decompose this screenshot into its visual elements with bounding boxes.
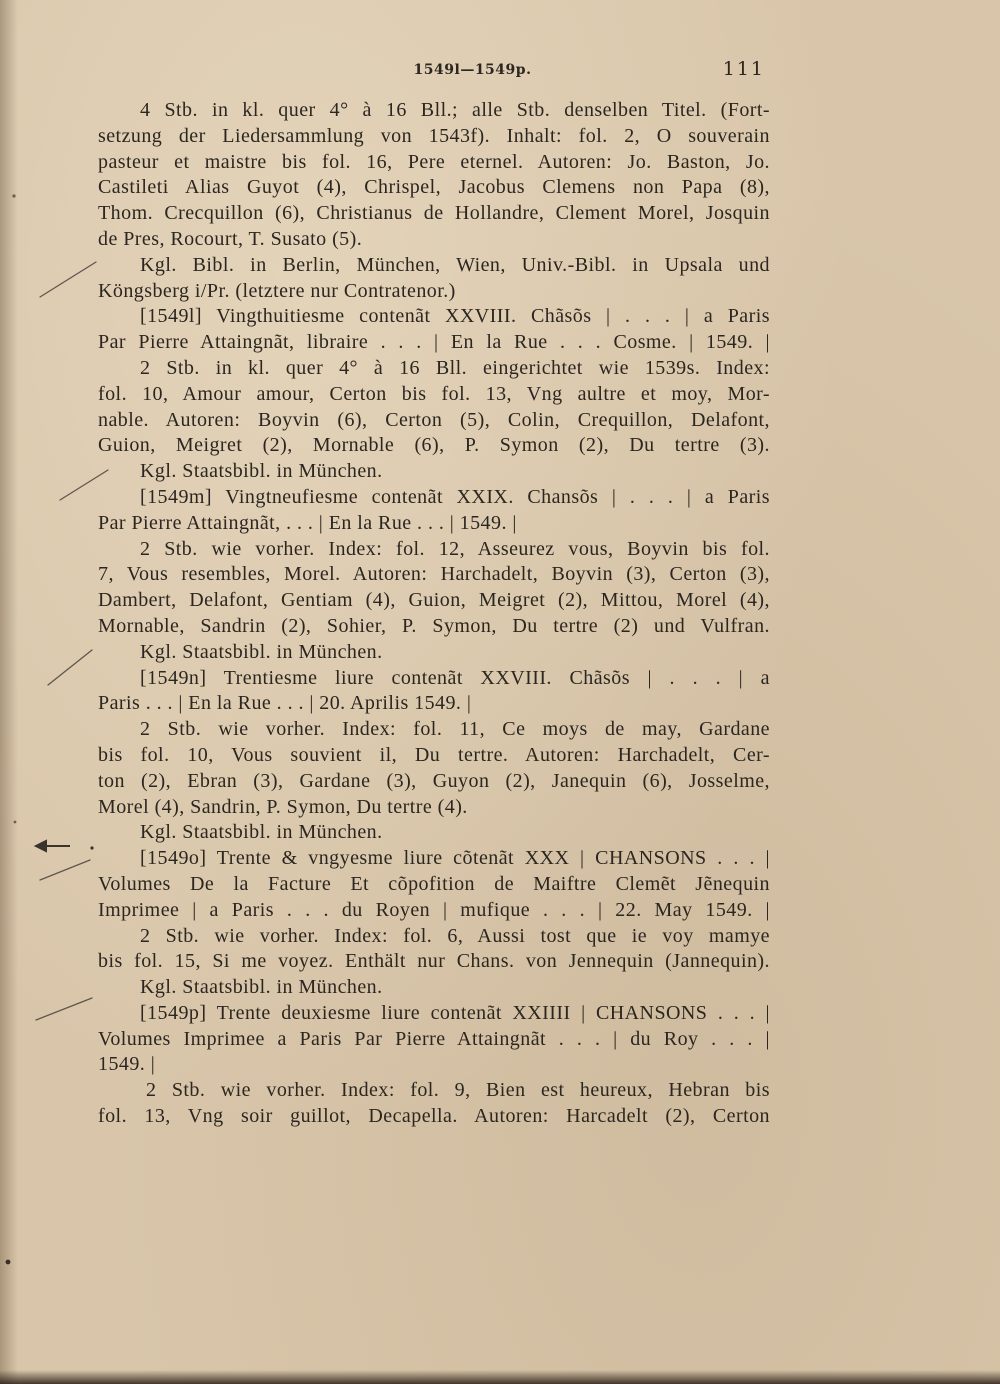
pencil-tick-mark <box>36 998 92 1020</box>
text-line: bis fol. 15, Si me voyez. Enthält nur Chans. von Jennequin (Jannequin). <box>98 950 770 973</box>
pencil-arrow-icon <box>36 841 70 851</box>
text-line: 7, Vous resembles, Morel. Autoren: Harchadelt, Boyvin (3), Certon (3), <box>98 563 770 586</box>
text-line: bis fol. 10, Vous souvient il, Du tertre. Autoren: Harchadelt, Cer- <box>98 743 770 766</box>
text-line: Par Pierre Attaingnãt, . . . | En la Rue . . . | 1549. | <box>98 511 517 534</box>
page-number: 111 <box>722 58 765 80</box>
text-line: 2 Stb. wie vorher. Index: fol. 12, Asseurez vous, Boyvin bis fol. <box>140 537 770 560</box>
text-line: Mornable, Sandrin (2), Sohier, P. Symon, Du tertre (2) und Vulfran. <box>98 614 770 637</box>
text-line: Volumes De la Facture Et cõpofition de Maiftre Clemẽt Jẽnequin <box>98 872 770 895</box>
text-line: Kgl. Staatsbibl. in München. <box>140 460 383 483</box>
text-line: [1549p] Trente deuxiesme liure contenãt XXIIII | CHANSONS . . . | <box>140 1001 770 1024</box>
text-line: 2 Stb. wie vorher. Index: fol. 11, Ce moys de may, Gardane <box>140 718 770 741</box>
page-gutter-shadow <box>0 0 18 1384</box>
ink-dot <box>90 846 93 849</box>
text-line: Paris . . . | En la Rue . . . | 20. Aprilis 1549. | <box>98 692 472 715</box>
text-line: [1549l] Vingthuitiesme contenãt XXVIII. Chãsõs | . . . | a Paris <box>140 305 770 328</box>
pencil-tick-mark <box>40 262 96 297</box>
pencil-tick-mark <box>48 650 92 685</box>
text-line: Imprimee | a Paris . . . du Royen | mufique . . . | 22. May 1549. | <box>98 898 770 921</box>
text-line: Kgl. Staatsbibl. in München. <box>140 640 383 663</box>
text-line: [1549n] Trentiesme liure contenãt XXVIII. Chãsõs | . . . | a <box>140 666 770 689</box>
text-line: Dambert, Delafont, Gentiam (4), Guion, Meigret (2), Mittou, Morel (4), <box>98 589 770 612</box>
text-line: 2 Stb. wie vorher. Index: fol. 9, Bien est heureux, Hebran bis <box>146 1079 770 1102</box>
text-line: de Pres, Rocourt, T. Susato (5). <box>98 227 363 250</box>
text-line: Volumes Imprimee a Paris Par Pierre Attaingnãt . . . | du Roy . . . | <box>98 1027 770 1050</box>
text-line: Guion, Meigret (2), Mornable (6), P. Symon (2), Du tertre (3). <box>98 434 770 457</box>
text-line: [1549o] Trente & vngyesme liure cõtenãt XXX | CHANSONS . . . | <box>140 847 770 870</box>
text-line: Thom. Crecquillon (6), Christianus de Hollandre, Clement Morel, Josquin <box>98 202 770 225</box>
text-line: fol. 13, Vng soir guillot, Decapella. Autoren: Harcadelt (2), Certon <box>98 1105 770 1128</box>
text-line: 2 Stb. in kl. quer 4° à 16 Bll. eingerichtet wie 1539s. Index: <box>140 356 770 379</box>
text-line: fol. 10, Amour amour, Certon bis fol. 13, Vng aultre et moy, Mor- <box>98 382 770 405</box>
pencil-tick-mark <box>40 860 90 880</box>
text-line: 4 Stb. in kl. quer 4° à 16 Bll.; alle Stb. denselben Titel. (Fort- <box>140 99 770 121</box>
text-line: Köngsberg i/Pr. (letztere nur Contratenor.) <box>98 279 456 302</box>
text-line: Kgl. Bibl. in Berlin, München, Wien, Univ.-Bibl. in Upsala und <box>140 253 770 276</box>
text-line: setzung der Liedersammlung von 1543f). Inhalt: fol. 2, O souverain <box>98 124 770 147</box>
text-line: Par Pierre Attaingnãt, libraire . . . | En la Rue . . . Cosme. | 1549. | <box>98 331 770 354</box>
text-line: pasteur et maistre bis fol. 16, Pere eternel. Autoren: Jo. Baston, Jo. <box>98 150 770 173</box>
page-header <box>100 58 765 88</box>
text-line: Kgl. Staatsbibl. in München. <box>140 976 383 999</box>
text-line: Kgl. Staatsbibl. in München. <box>140 821 383 844</box>
body-text <box>98 98 770 1130</box>
text-line: Castileti Alias Guyot (4), Chrispel, Jacobus Clemens non Papa (8), <box>98 176 770 199</box>
text-line: Morel (4), Sandrin, P. Symon, Du tertre (4). <box>98 795 468 818</box>
page-bottom-edge <box>0 1370 1000 1384</box>
text-line: 1549. | <box>98 1053 156 1076</box>
text-line: nable. Autoren: Boyvin (6), Certon (5), Colin, Crequillon, Delafont, <box>98 408 770 431</box>
text-line: 2 Stb. wie vorher. Index: fol. 6, Aussi tost que ie voy mamye <box>140 924 770 947</box>
running-head: 1549l—1549p. <box>413 62 532 78</box>
text-line: ton (2), Ebran (3), Gardane (3), Guyon (2), Janequin (6), Josselme, <box>98 769 770 792</box>
text-line: [1549m] Vingtneufiesme contenãt XXIX. Chansõs | . . . | a Paris <box>140 485 770 508</box>
